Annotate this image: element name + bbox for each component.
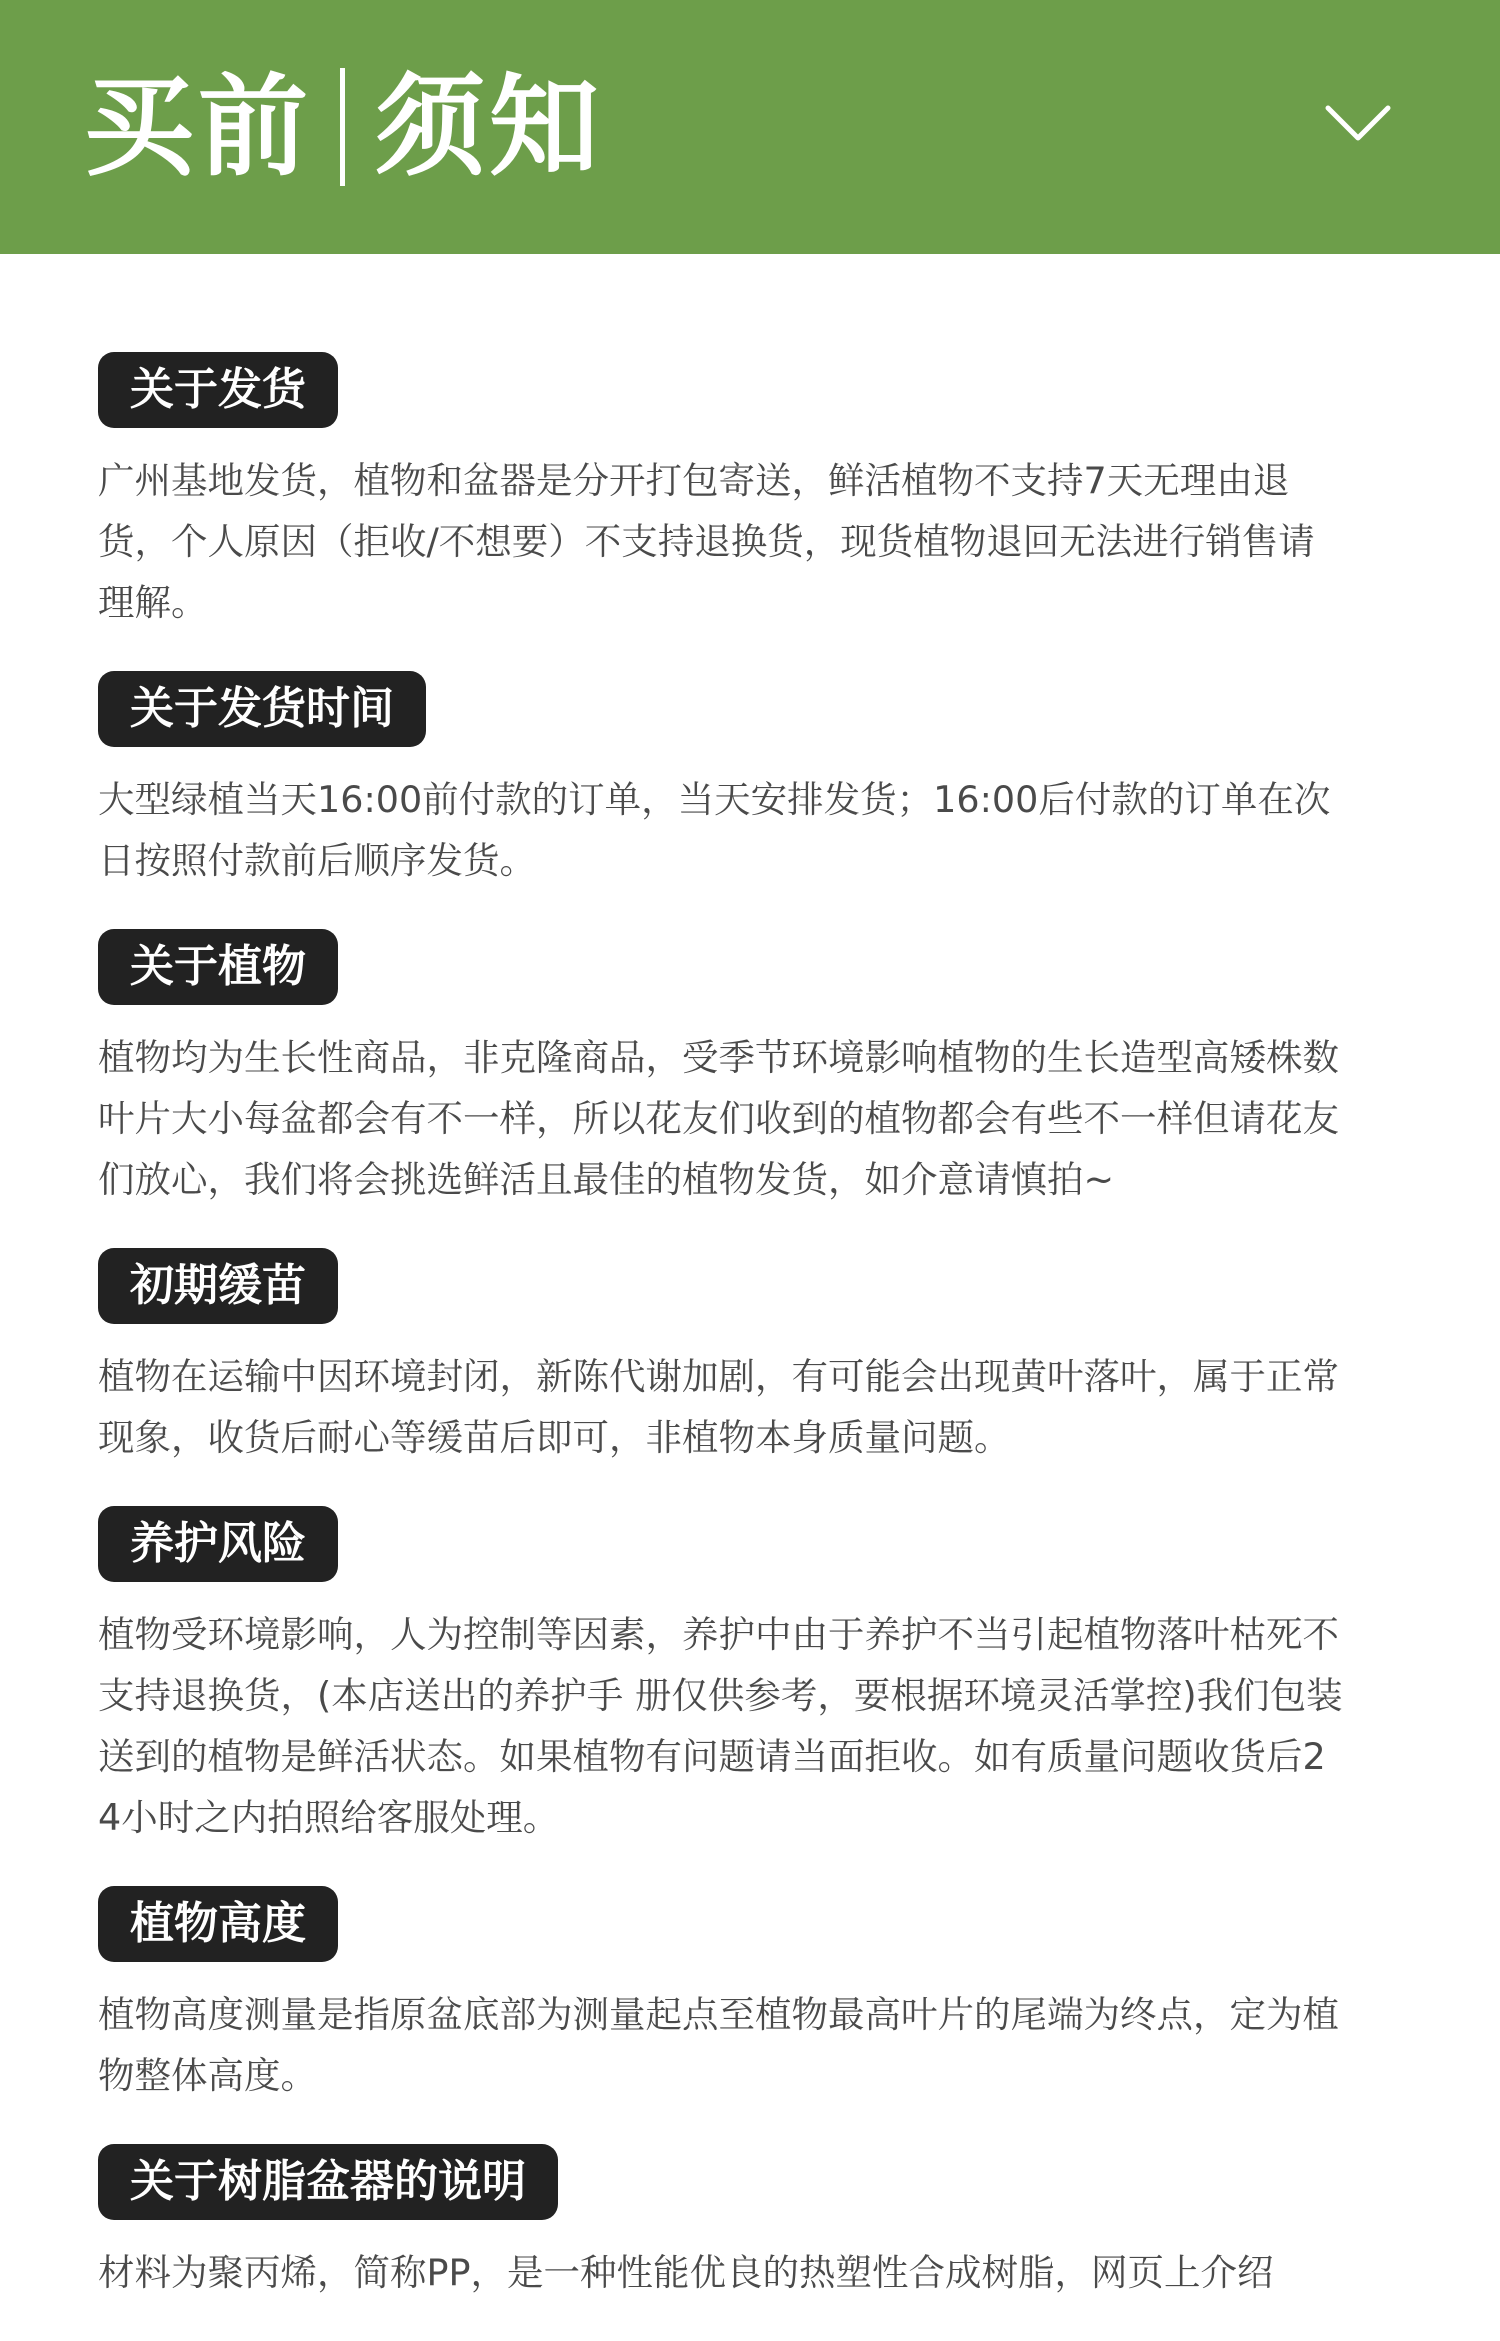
section-resin-pots bbox=[98, 2144, 1358, 2303]
section-body: 植物均为生长性商品，非克隆商品，受季节环境影响植物的生长造型高矮株数叶片大小每盆都会有不一样，所以花友们收到的植物都会有些不一样但请花友们放心，我们将会挑选鲜活且最佳的植物发货，如介意请慎拍~ bbox=[98, 1036, 1339, 1201]
title-divider bbox=[340, 68, 345, 186]
collapse-toggle-button[interactable] bbox=[1318, 90, 1398, 160]
page-title bbox=[84, 62, 603, 192]
section-body: 植物高度测量是指原盆底部为测量起点至植物最高叶片的尾端为终点，定为植物整体高度。 bbox=[98, 1993, 1339, 2097]
section-title: 养护风险 bbox=[98, 1506, 338, 1582]
section-body: 广州基地发货，植物和盆器是分开打包寄送，鲜活植物不支持7天无理由退货，个人原因（拒收/不想要）不支持退换货，现货植物退回无法进行销售请理解。 bbox=[98, 459, 1315, 624]
section-body: 植物在运输中因环境封闭，新陈代谢加剧，有可能会出现黄叶落叶，属于正常现象，收货后耐心等缓苗后即可，非植物本身质量问题。 bbox=[98, 1355, 1339, 1459]
section-acclimation bbox=[98, 1248, 1358, 1468]
section-title: 关于植物 bbox=[98, 929, 338, 1005]
page-title-left: 买前 bbox=[84, 63, 312, 191]
section-shipping bbox=[98, 352, 1358, 633]
section-body: 材料为聚丙烯，简称PP，是一种性能优良的热塑性合成树脂，网页上介绍 bbox=[98, 2251, 1274, 2294]
page-title-right: 须知 bbox=[375, 63, 603, 191]
notice-header bbox=[0, 0, 1500, 254]
section-shipping-time bbox=[98, 671, 1358, 891]
section-body: 植物受环境影响，人为控制等因素，养护中由于养护不当引起植物落叶枯死不支持退换货，(本店送出的养护手 册仅供参考，要根据环境灵活掌控)我们包装送到的植物是鲜活状态。如果植物有问题请当面拒收。如有质量问题收货后24小时之内拍照给客服处理。 bbox=[98, 1613, 1343, 1839]
section-title: 初期缓苗 bbox=[98, 1248, 338, 1324]
chevron-down-icon bbox=[1318, 90, 1398, 160]
section-title: 关于发货 bbox=[98, 352, 338, 428]
section-plants bbox=[98, 929, 1358, 1210]
section-title: 植物高度 bbox=[98, 1886, 338, 1962]
notice-content bbox=[98, 352, 1358, 2341]
section-care-risk bbox=[98, 1506, 1358, 1848]
section-plant-height bbox=[98, 1886, 1358, 2106]
section-title: 关于树脂盆器的说明 bbox=[98, 2144, 558, 2220]
section-title: 关于发货时间 bbox=[98, 671, 426, 747]
section-body: 大型绿植当天16:00前付款的订单，当天安排发货；16:00后付款的订单在次日按照付款前后顺序发货。 bbox=[98, 778, 1331, 882]
